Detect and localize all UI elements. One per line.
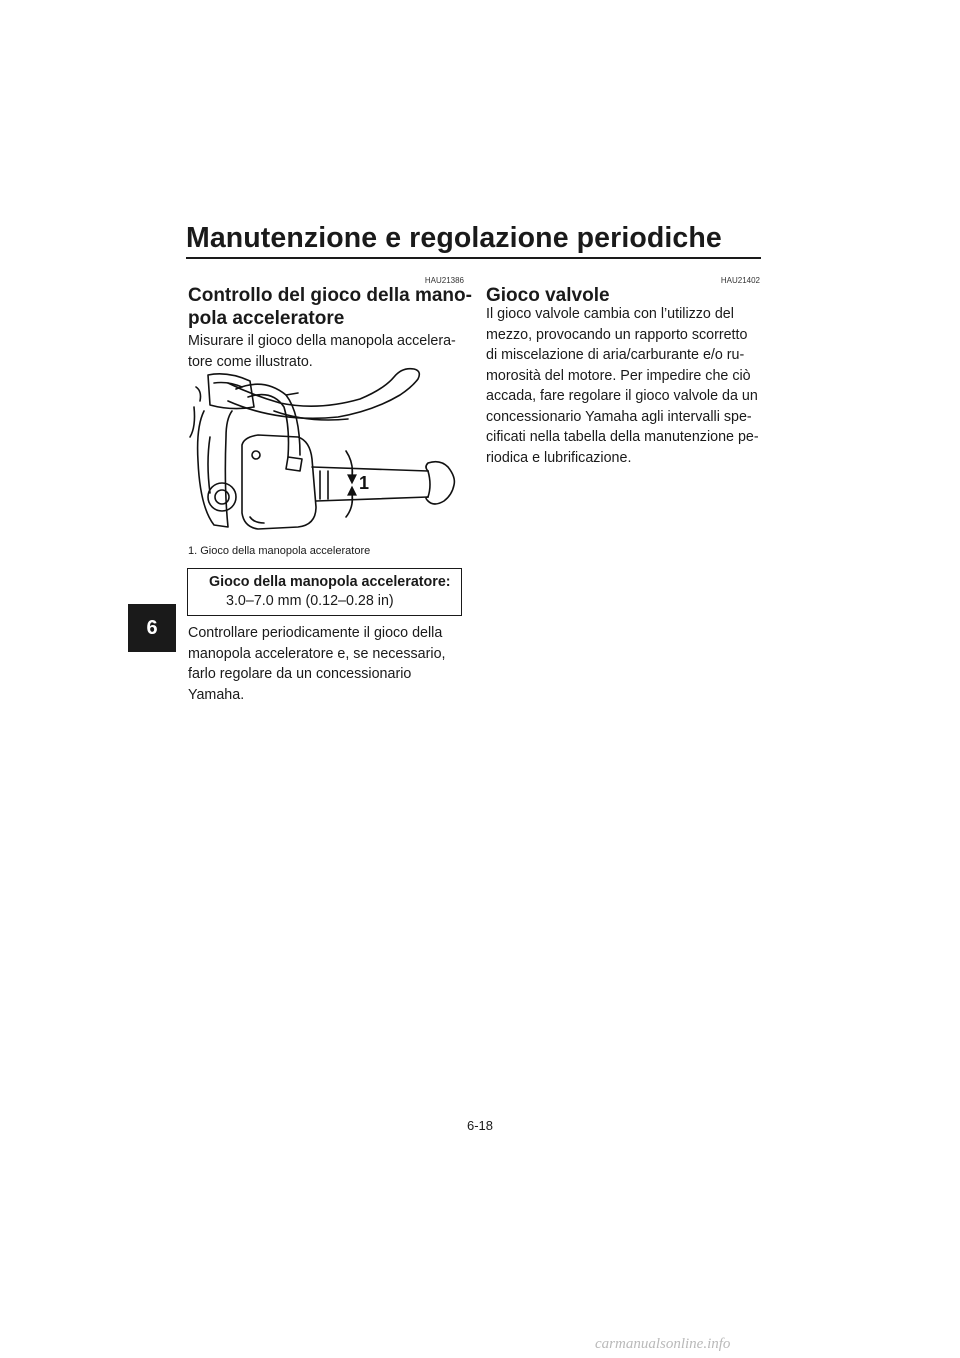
text-line: riodica e lubrificazione.: [486, 449, 632, 466]
chapter-tab: 6: [128, 604, 176, 652]
text-line: Misurare il gioco della manopola accelera-: [188, 333, 456, 349]
page-title: Manutenzione e regolazione periodiche: [186, 222, 722, 254]
text-line: mezzo, provocando un rapporto scorretto: [486, 326, 748, 343]
valves-paragraph: [486, 304, 760, 468]
section-heading-valves: Gioco valvole: [486, 285, 610, 306]
spec-label: Gioco della manopola acceleratore:: [209, 574, 451, 590]
heading-line: Controllo del gioco della mano-: [188, 285, 472, 306]
footer-watermark: carmanualsonline.info: [595, 1336, 731, 1352]
page-number: 6-18: [466, 1118, 494, 1133]
throttle-grip-illustration: [188, 367, 464, 535]
text-line: morosità del motore. Per impedire che ciò: [486, 367, 751, 384]
text-line: manopola acceleratore e, se necessario,: [188, 645, 446, 662]
text-line: accada, fare regolare il gioco valvole da un: [486, 388, 758, 404]
free-play-arrow: [348, 467, 356, 503]
section-heading-throttle: [188, 284, 472, 330]
text-line: farlo regolare da un concessionario: [188, 666, 412, 682]
heading-line: pola acceleratore: [188, 308, 345, 329]
text-line: Yamaha.: [188, 686, 245, 703]
throttle-paragraph: [188, 623, 462, 705]
text-line: Il gioco valvole cambia con l’utilizzo del: [486, 306, 734, 322]
text-line: di miscelazione di aria/carburante e/o ru-: [486, 347, 745, 363]
spec-box: [187, 568, 462, 616]
handlebar-drawing: [190, 369, 454, 529]
text-line: Controllare periodicamente il gioco della: [188, 625, 443, 641]
section-code: HAU21386: [424, 276, 464, 285]
figure-caption: 1. Gioco della manopola acceleratore: [188, 545, 371, 557]
text-line: tore come illustrato.: [188, 353, 313, 370]
title-rule: [186, 257, 761, 259]
spec-value: 3.0–7.0 mm (0.12–0.28 in): [226, 593, 394, 609]
intro-text: [188, 331, 456, 372]
text-line: concessionario Yamaha agli intervalli spe-: [486, 408, 752, 425]
section-code: HAU21402: [720, 276, 760, 285]
figure-callout-1: 1: [359, 473, 370, 493]
text-line: cificati nella tabella della manutenzione pe-: [486, 429, 759, 445]
